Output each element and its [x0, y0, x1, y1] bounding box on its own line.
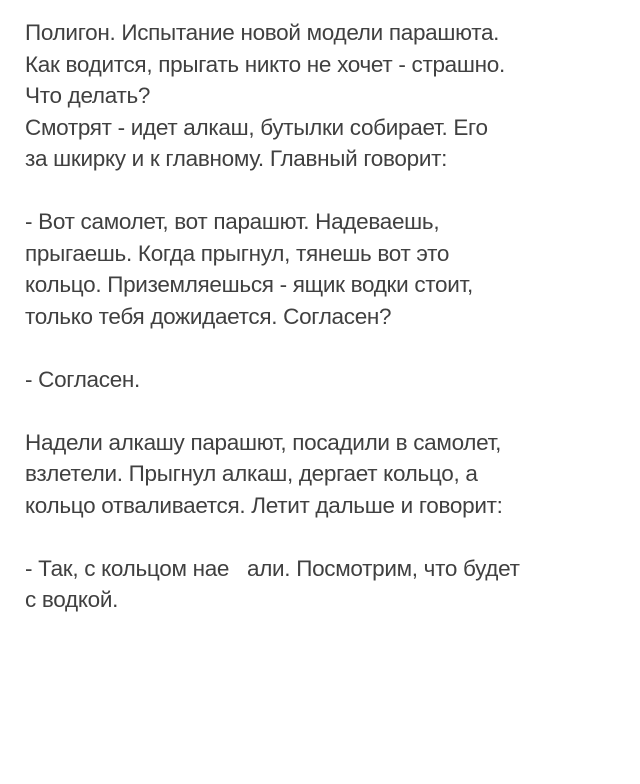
text-line: кольцо отваливается. Летит дальше и говорит: [25, 492, 503, 518]
text-line: за шкирку и к главному. Главный говорит: [25, 146, 448, 171]
text-line: прыгаешь. Когда прыгнул, тянешь вот это [25, 240, 450, 266]
paragraph-gap [25, 175, 630, 207]
text-line: только тебя дожидается. Согласен? [25, 303, 392, 329]
text-line: взлетели. Прыгнул алкаш, дергает кольцо, а [25, 461, 478, 486]
text-line: - Так, с кольцом нае али. Посмотрим, что будет [25, 555, 520, 581]
text-line: Смотрят - идет алкаш, бутылки собирает. Его [25, 114, 488, 140]
text-line: кольцо. Приземляешься - ящик водки стоит, [25, 272, 473, 297]
text-line: - Согласен. [25, 366, 141, 392]
text-line: - Вот самолет, вот парашют. Надеваешь, [25, 209, 440, 234]
text-line: Надели алкашу парашют, посадили в самолет, [25, 429, 502, 455]
paragraph-gap [25, 395, 630, 427]
text-line: Что делать? [25, 83, 151, 108]
paragraph-gap [25, 521, 630, 553]
paragraph-gap [25, 332, 630, 364]
text-line: Как водится, прыгать никто не хочет - страшно. [25, 51, 505, 77]
text-line: с водкой. [25, 587, 119, 612]
text-line: Полигон. Испытание новой модели парашюта. [25, 20, 500, 45]
